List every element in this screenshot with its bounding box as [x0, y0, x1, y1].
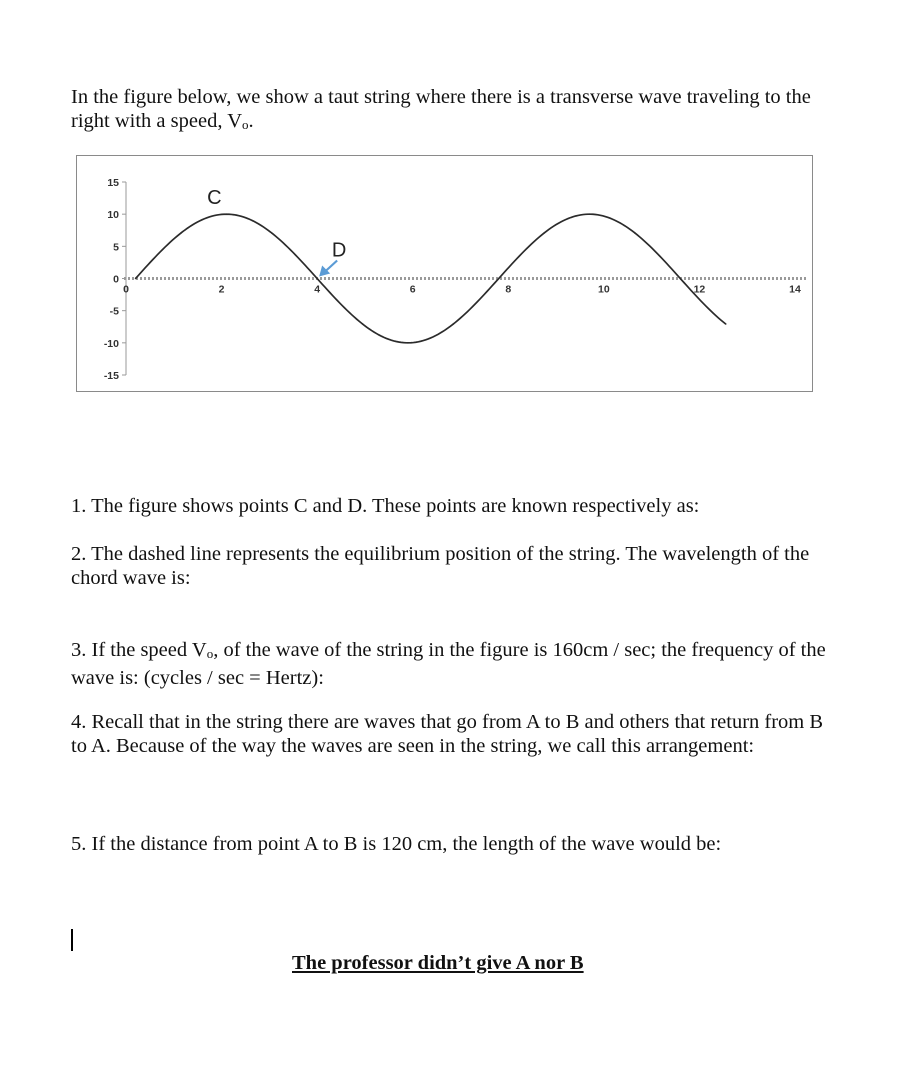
y-tick-label: 0 [113, 273, 119, 286]
question-3-subscript: o [206, 646, 214, 661]
x-tick-label: 6 [409, 283, 416, 296]
question-3-pre: 3. If the speed V [71, 639, 207, 661]
wave-point [498, 278, 500, 280]
question-3-post: , of the wave of the string in the figure is 160cm / sec; the frequency of the wave is: (cycles / sec = Hertz): [71, 639, 826, 689]
wave-point [453, 323, 455, 325]
wave-chart [77, 156, 814, 393]
x-tick-label: 14 [789, 283, 801, 296]
wave-point [180, 232, 182, 234]
wave-point [135, 278, 137, 280]
wave-point [725, 323, 727, 325]
intro-paragraph [71, 85, 831, 137]
wave-point [362, 323, 364, 325]
y-tick-label: 10 [107, 209, 119, 222]
wave-point [589, 213, 591, 215]
wave-point [634, 232, 636, 234]
y-tick-label: -15 [103, 370, 119, 382]
question-5: 5. If the distance from point A to B is 120 cm, the length of the wave would be: [71, 833, 722, 855]
wave-point [316, 278, 318, 280]
wave-point [271, 232, 273, 234]
label-D: D [331, 239, 347, 262]
y-tick-label: 15 [107, 177, 119, 189]
intro-subscript: o [242, 117, 249, 132]
x-tick-label: 4 [314, 283, 321, 296]
x-tick-label: 0 [123, 283, 129, 296]
question-2: 2. The dashed line represents the equilibrium position of the string. The wavelength of the chord wave is: [71, 543, 810, 589]
x-tick-label: 10 [598, 283, 610, 296]
x-tick-label: 8 [505, 283, 512, 296]
intro-text: In the figure below, we show a taut string where there is a transverse wave traveling to the right with a speed, V [71, 86, 811, 132]
y-tick-label: 5 [113, 241, 119, 254]
question-3 [71, 638, 831, 690]
label-C: C [207, 187, 222, 210]
y-tick-label: -10 [103, 337, 119, 350]
question-4: 4. Recall that in the string there are waves that go from A to B and others that return from B to A. Because of the way the waves are seen in the string, we call this arrangement: [71, 711, 824, 757]
footnote: The professor didn’t give A nor B [292, 952, 584, 974]
x-tick-label: 2 [218, 283, 225, 296]
x-tick-label: 12 [693, 283, 706, 296]
wave-point [407, 342, 409, 344]
wave-point [226, 213, 228, 215]
text-cursor [71, 929, 73, 951]
wave-point [680, 278, 682, 280]
intro-end: . [248, 110, 254, 132]
arrow-D-shaft [325, 261, 337, 272]
y-tick-label: -5 [109, 305, 119, 318]
wave-point [543, 232, 545, 234]
wave-figure [76, 155, 813, 392]
question-1: 1. The figure shows points C and D. These points are known respectively as: [71, 495, 700, 517]
